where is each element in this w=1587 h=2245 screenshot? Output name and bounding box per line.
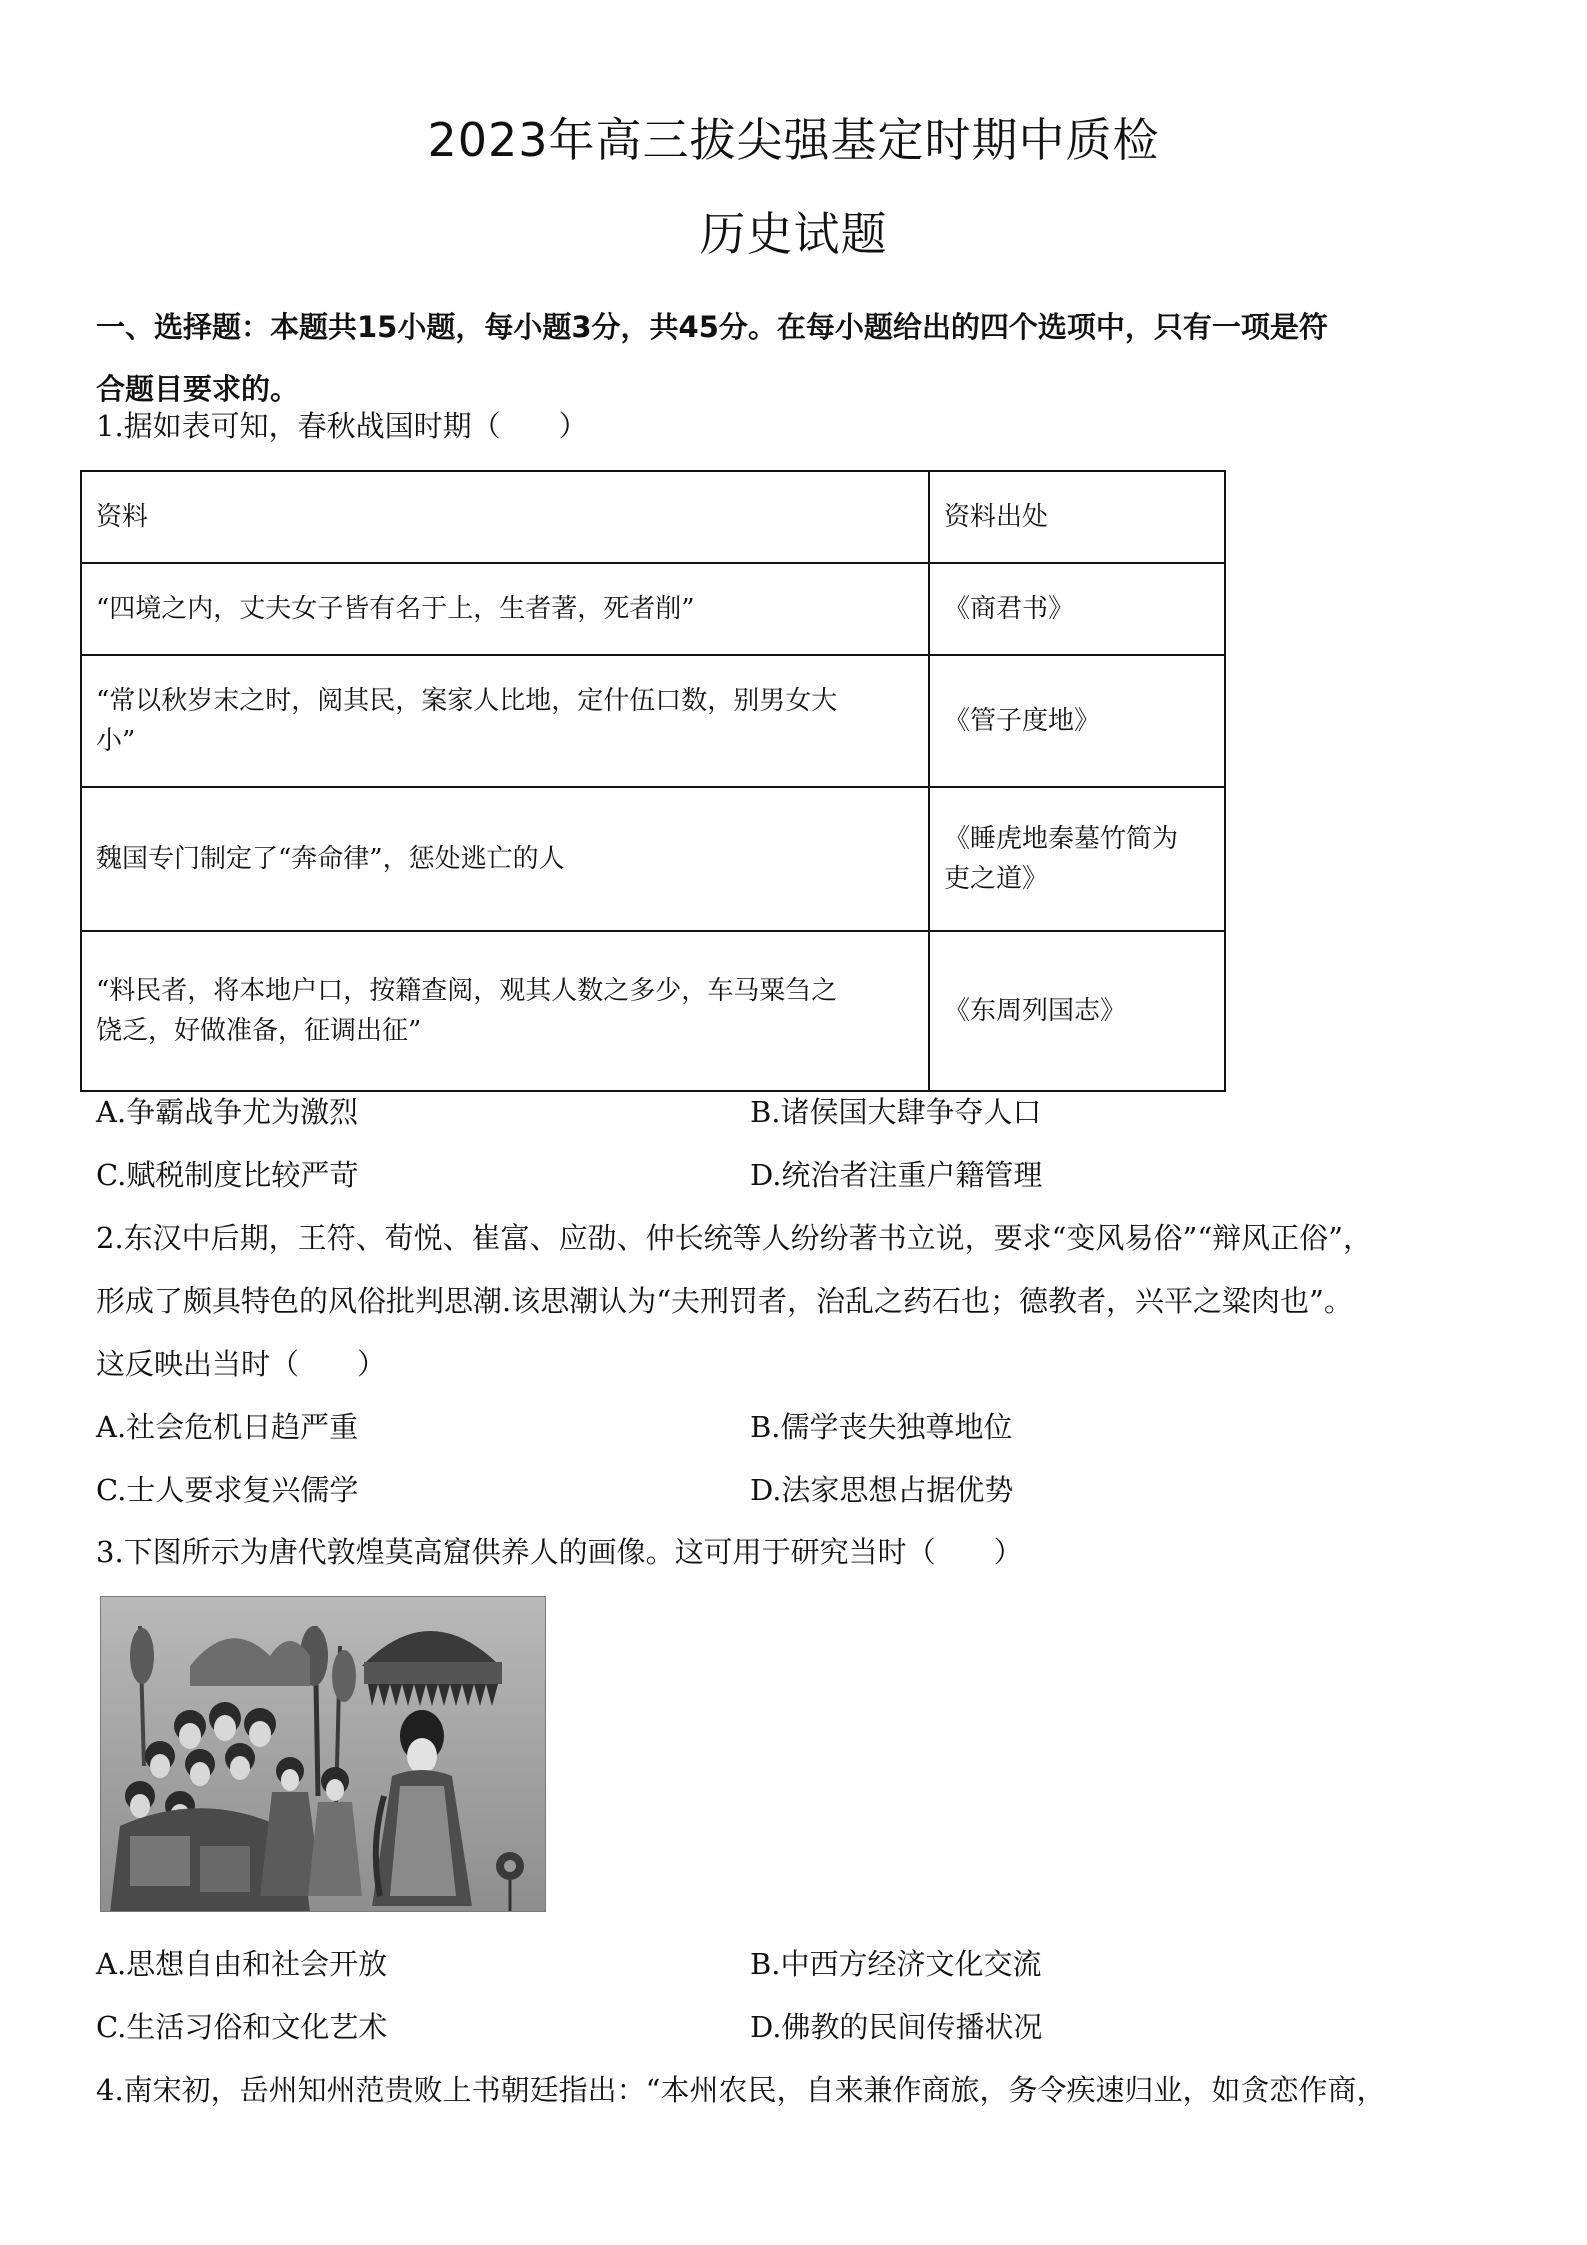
q3-option-b[interactable]: B.中西方经济文化交流 (750, 1947, 1042, 1981)
q1-option-c[interactable]: C.赋税制度比较严苛 (96, 1158, 359, 1192)
cell-line: “四境之内，丈夫女子皆有名于上，生者著，死者削” (96, 594, 695, 624)
q2-stem-line-3: 这反映出当时（ ） (96, 1347, 387, 1381)
cell-line: 小” (96, 726, 136, 756)
q2-stem-line-1: 2.东汉中后期，王符、荀悦、崔富、应劭、仲长统等人纷纷著书立说，要求“变风易俗”“辩风正俗”， (96, 1221, 1372, 1255)
table-row (81, 563, 1225, 655)
table-cell-material (81, 931, 929, 1091)
exam-subtitle: 历史试题 (699, 207, 888, 261)
q3-option-a[interactable]: A.思想自由和社会开放 (96, 1947, 388, 1981)
table-cell-source (929, 655, 1225, 787)
cell-line: 吏之道》 (944, 864, 1049, 894)
section-heading-line-1: 一、选择题：本题共15小题，每小题3分，共45分。在每小题给出的四个选项中，只有一项是符 (96, 310, 1328, 344)
table-row (81, 655, 1225, 787)
table-row (81, 787, 1225, 931)
table-cell-source (929, 931, 1225, 1091)
table-cell-source (929, 563, 1225, 655)
section-heading-line-2: 合题目要求的。 (96, 372, 300, 406)
q1-stem: 1.据如表可知，春秋战国时期（ ） (96, 409, 588, 443)
q2-stem-line-2: 形成了颇具特色的风俗批判思潮.该思潮认为“夫刑罚者，治乱之药石也；德教者，兴平之粱肉也”。 (96, 1284, 1353, 1318)
q1-source-table (80, 470, 1226, 1092)
table-header-material: 资料 (81, 471, 929, 563)
table-header-source: 资料出处 (929, 471, 1225, 563)
cell-line: 《睡虎地秦墓竹简为 (944, 824, 1179, 854)
table-cell-material (81, 655, 929, 787)
q2-option-c[interactable]: C.士人要求复兴儒学 (96, 1473, 359, 1507)
dunhuang-mural-image (100, 1596, 546, 1912)
table-header-row (81, 471, 1225, 563)
q1-option-d[interactable]: D.统治者注重户籍管理 (750, 1158, 1043, 1192)
q2-option-b[interactable]: B.儒学丧失独尊地位 (750, 1410, 1013, 1444)
q3-option-d[interactable]: D.佛教的民间传播状况 (750, 2010, 1043, 2044)
q1-option-b[interactable]: B.诸侯国大肆争夺人口 (750, 1095, 1042, 1129)
q2-option-a[interactable]: A.社会危机日趋严重 (96, 1410, 359, 1444)
cell-line: 魏国专门制定了“奔命律”，惩处逃亡的人 (96, 844, 565, 874)
table-row (81, 931, 1225, 1091)
table-cell-material (81, 787, 929, 931)
q1-option-a[interactable]: A.争霸战争尤为激烈 (96, 1095, 359, 1129)
cell-line: 《管子度地》 (944, 706, 1101, 736)
section-heading (96, 296, 1496, 420)
q2-option-d[interactable]: D.法家思想占据优势 (750, 1473, 1014, 1507)
cell-line: “料民者，将本地户口，按籍查阅，观其人数之多少，车马粟刍之 (96, 976, 838, 1006)
exam-title: 2023年高三拔尖强基定时期中质检 (427, 113, 1160, 167)
cell-line: 《商君书》 (944, 594, 1075, 624)
cell-line: 《东周列国志》 (944, 996, 1127, 1026)
q4-stem-line-1: 4.南宋初，岳州知州范贵败上书朝廷指出：“本州农民，自来兼作商旅，务令疾速归业，如贪恋作商， (96, 2073, 1386, 2107)
q3-stem: 3.下图所示为唐代敦煌莫高窟供养人的画像。这可用于研究当时（ ） (96, 1535, 1023, 1569)
q3-option-c[interactable]: C.生活习俗和文化艺术 (96, 2010, 388, 2044)
table-cell-source (929, 787, 1225, 931)
cell-line: 饶乏，好做准备，征调出征” (96, 1016, 422, 1046)
cell-line: “常以秋岁末之时，阅其民，案家人比地，定什伍口数，别男女大 (96, 686, 838, 716)
table-cell-material (81, 563, 929, 655)
